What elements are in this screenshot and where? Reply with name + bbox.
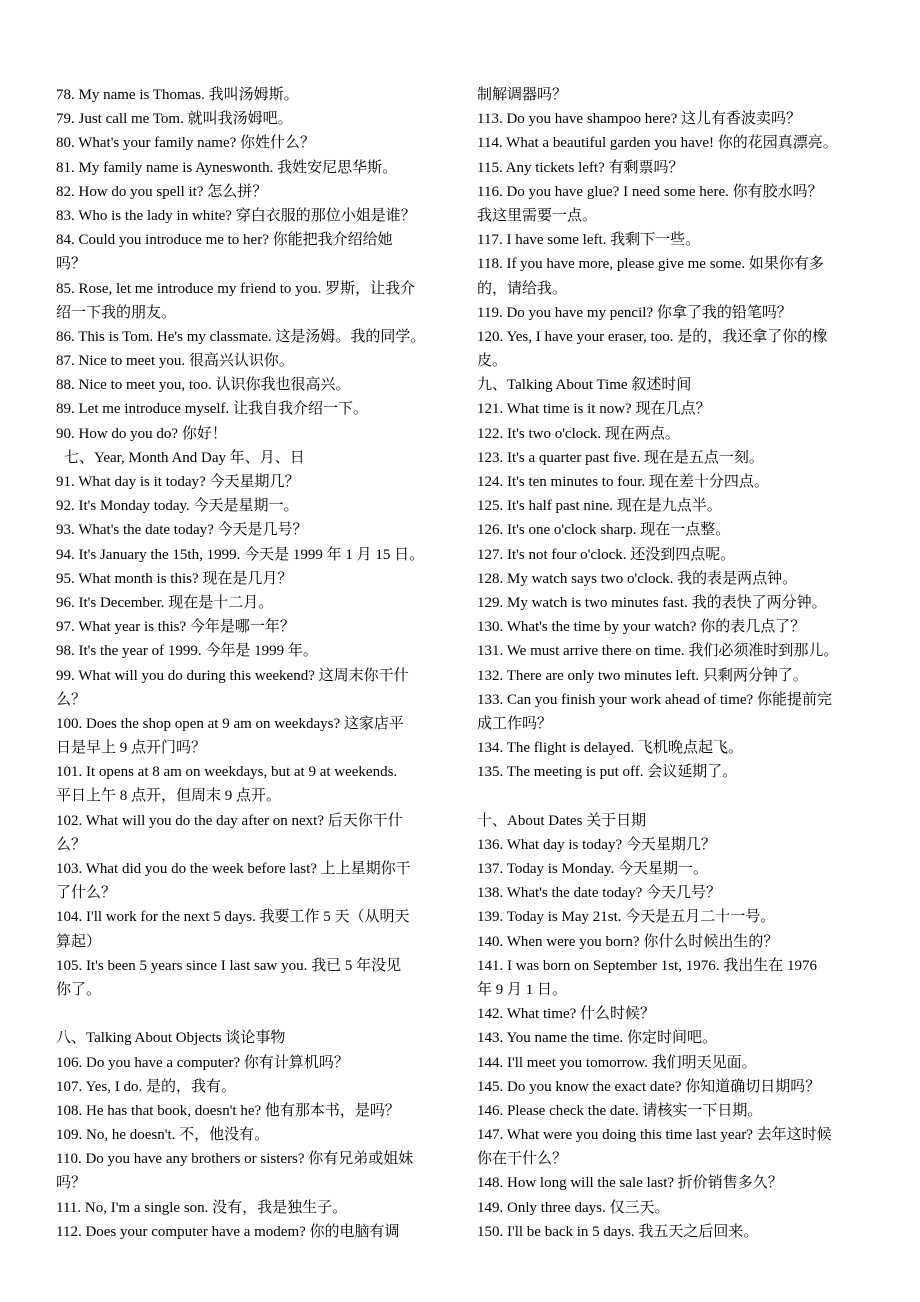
text-line: 102. What will you do the day after on next? 后天你干什: [56, 812, 403, 829]
text-line: 89. Let me introduce myself. 让我自我介绍一下。: [56, 401, 369, 418]
text-line: 140. When were you born? 你什么时候出生的？: [477, 933, 779, 950]
left-column: [56, 83, 454, 1244]
text-line: 116. Do you have glue? I need some here. 你有胶水吗？: [477, 183, 823, 200]
text-line: 91. What day is it today? 今天星期几？: [56, 474, 300, 490]
text-line: 100. Does the shop open at 9 am on weekdays? 这家店平: [56, 715, 404, 732]
text-line: 131. We must arrive there on time. 我们必须准时到那儿。: [477, 643, 839, 660]
text-line: 111. No, I'm a single son. 没有，我是独生子。: [56, 1199, 348, 1216]
text-line: 87. Nice to meet you. 很高兴认识你。: [56, 353, 294, 370]
text-line: 141. I was born on September 1st, 1976. 我出生在 1976: [477, 957, 817, 974]
text-line: 103. What did you do the week before last? 上上星期你干: [56, 861, 411, 877]
text-line: 138. What's the date today? 今天几号？: [477, 885, 722, 902]
text-line: 134. The flight is delayed. 飞机晚点起飞。: [477, 740, 743, 757]
text-line: 137. Today is Monday. 今天星期一。: [477, 861, 709, 877]
text-line: 136. What day is today? 今天星期几？: [477, 836, 716, 853]
text-line: 146. Please check the date. 请核实一下日期。: [477, 1102, 763, 1119]
text-line: 129. My watch is two minutes fast. 我的表快了两分钟。: [477, 594, 827, 611]
text-line: 制解调器吗？: [477, 87, 568, 103]
text-line: 118. If you have more, please give me some. 如果你有多: [477, 256, 824, 273]
text-line: 150. I'll be back in 5 days. 我五天之后回来。: [477, 1223, 759, 1240]
text-line: 104. I'll work for the next 5 days. 我要工作 5 天（从明天: [56, 909, 410, 926]
text-line: 122. It's two o'clock. 现在两点。: [477, 425, 680, 442]
text-line: 128. My watch says two o'clock. 我的表是两点钟。: [477, 570, 798, 587]
text-line: 120. Yes, I have your eraser, too. 是的，我还拿了你的橡: [477, 328, 828, 345]
text-line: 吗？: [56, 1175, 87, 1192]
text-line: 么？: [56, 836, 87, 853]
text-line: 105. It's been 5 years since I last saw you. 我已 5 年没见: [56, 957, 402, 974]
text-line: 97. What year is this? 今年是哪一年？: [56, 619, 295, 636]
text-line: 142. What time? 什么时候？: [477, 1006, 656, 1023]
text-line: 日是早上 9 点开门吗？: [56, 740, 207, 757]
text-line: 93. What's the date today? 今天是几号？: [56, 522, 308, 539]
text-line: 78. My name is Thomas. 我叫汤姆斯。: [56, 87, 299, 103]
text-line: 81. My family name is Ayneswonth. 我姓安尼思华斯。: [56, 159, 398, 176]
text-line: 了什么？: [56, 885, 117, 902]
text-line: 83. Who is the lady in white? 穿白衣服的那位小姐是谁？: [56, 207, 416, 224]
section-heading: 九、Talking About Time 叙述时间: [477, 377, 692, 394]
text-line: 年 9 月 1 日。: [477, 981, 568, 998]
section-heading: 七、Year, Month And Day 年、月、日: [64, 449, 305, 466]
text-line: 79. Just call me Tom. 就叫我汤姆吧。: [56, 111, 293, 128]
text-line: 你在干什么？: [477, 1151, 568, 1168]
text-line: 算起）: [56, 933, 102, 950]
text-line: 126. It's one o'clock sharp. 现在一点整。: [477, 522, 731, 539]
text-line: 143. You name the time. 你定时间吧。: [477, 1030, 717, 1047]
text-line: 130. What's the time by your watch? 你的表几点了？: [477, 619, 806, 636]
text-line: 124. It's ten minutes to four. 现在差十分四点。: [477, 474, 769, 490]
text-line: 145. Do you know the exact date? 你知道确切日期吗？: [477, 1078, 821, 1095]
text-line: 117. I have some left. 我剩下一些。: [477, 232, 701, 249]
text-line: 119. Do you have my pencil? 你拿了我的铅笔吗？: [477, 304, 792, 321]
text-line: 101. It opens at 8 am on weekdays, but at 9 at weekends.: [56, 764, 398, 781]
text-line: 94. It's January the 15th, 1999. 今天是 1999 年 1 月 15 日。: [56, 546, 425, 563]
text-line: 115. Any tickets left? 有剩票吗？: [477, 159, 684, 176]
text-line: 90. How do you do? 你好！: [56, 425, 227, 442]
text-line: 84. Could you introduce me to her? 你能把我介绍给她: [56, 232, 393, 249]
blank-line: [477, 784, 869, 808]
text-line: 133. Can you finish your work ahead of time? 你能提前完: [477, 691, 832, 708]
text-line: 135. The meeting is put off. 会议延期了。: [477, 764, 738, 781]
text-line: 109. No, he doesn't. 不，他没有。: [56, 1127, 270, 1144]
section-heading: 八、Talking About Objects 谈论事物: [56, 1030, 286, 1047]
text-line: 148. How long will the sale last? 折价销售多久？: [477, 1175, 783, 1192]
text-line: 113. Do you have shampoo here? 这儿有香波卖吗？: [477, 111, 801, 128]
text-line: 95. What month is this? 现在是几月？: [56, 570, 293, 587]
right-column: [477, 83, 869, 1244]
text-line: 我这里需要一点。: [477, 207, 598, 224]
text-line: 107. Yes, I do. 是的，我有。: [56, 1078, 237, 1095]
text-line: 80. What's your family name? 你姓什么？: [56, 135, 316, 152]
text-line: 吗？: [56, 256, 87, 273]
text-line: 106. Do you have a computer? 你有计算机吗？: [56, 1054, 349, 1071]
text-line: 114. What a beautiful garden you have! 你的花园真漂亮。: [477, 135, 838, 152]
text-line: 平日上午 8 点开，但周末 9 点开。: [56, 788, 282, 805]
text-line: 82. How do you spell it? 怎么拼？: [56, 183, 268, 200]
text-line: 123. It's a quarter past five. 现在是五点一刻。: [477, 449, 764, 466]
text-line: 139. Today is May 21st. 今天是五月二十一号。: [477, 909, 776, 926]
section-heading: 十、About Dates 关于日期: [477, 812, 647, 829]
text-line: 96. It's December. 现在是十二月。: [56, 594, 274, 611]
text-line: 么？: [56, 691, 87, 708]
text-line: 绍一下我的朋友。: [56, 304, 177, 321]
text-line: 132. There are only two minutes left. 只剩两分钟了。: [477, 667, 808, 684]
blank-line: [56, 1002, 454, 1026]
text-line: 86. This is Tom. He's my classmate. 这是汤姆。我的同学。: [56, 328, 426, 345]
text-line: 147. What were you doing this time last year? 去年这时候: [477, 1127, 832, 1144]
text-line: 99. What will you do during this weekend? 这周末你干什: [56, 667, 409, 684]
text-line: 的，请给我。: [477, 280, 568, 297]
text-line: 88. Nice to meet you, too. 认识你我也很高兴。: [56, 377, 351, 394]
text-line: 成工作吗？: [477, 715, 553, 732]
text-line: 110. Do you have any brothers or sisters? 你有兄弟或姐妹: [56, 1151, 414, 1168]
text-line: 125. It's half past nine. 现在是九点半。: [477, 498, 722, 515]
text-line: 皮。: [477, 353, 508, 370]
text-line: 149. Only three days. 仅三天。: [477, 1199, 670, 1216]
text-line: 144. I'll meet you tomorrow. 我们明天见面。: [477, 1054, 757, 1071]
text-line: 127. It's not four o'clock. 还没到四点呢。: [477, 546, 736, 563]
text-line: 112. Does your computer have a modem? 你的电脑有调: [56, 1223, 400, 1240]
text-line: 98. It's the year of 1999. 今年是 1999 年。: [56, 643, 318, 660]
text-line: 121. What time is it now? 现在几点？: [477, 401, 711, 418]
text-line: 108. He has that book, doesn't he? 他有那本书，是吗？: [56, 1102, 400, 1119]
text-line: 85. Rose, let me introduce my friend to you. 罗斯，让我介: [56, 280, 416, 297]
text-line: 你了。: [56, 981, 102, 998]
text-line: 92. It's Monday today. 今天是星期一。: [56, 498, 299, 515]
